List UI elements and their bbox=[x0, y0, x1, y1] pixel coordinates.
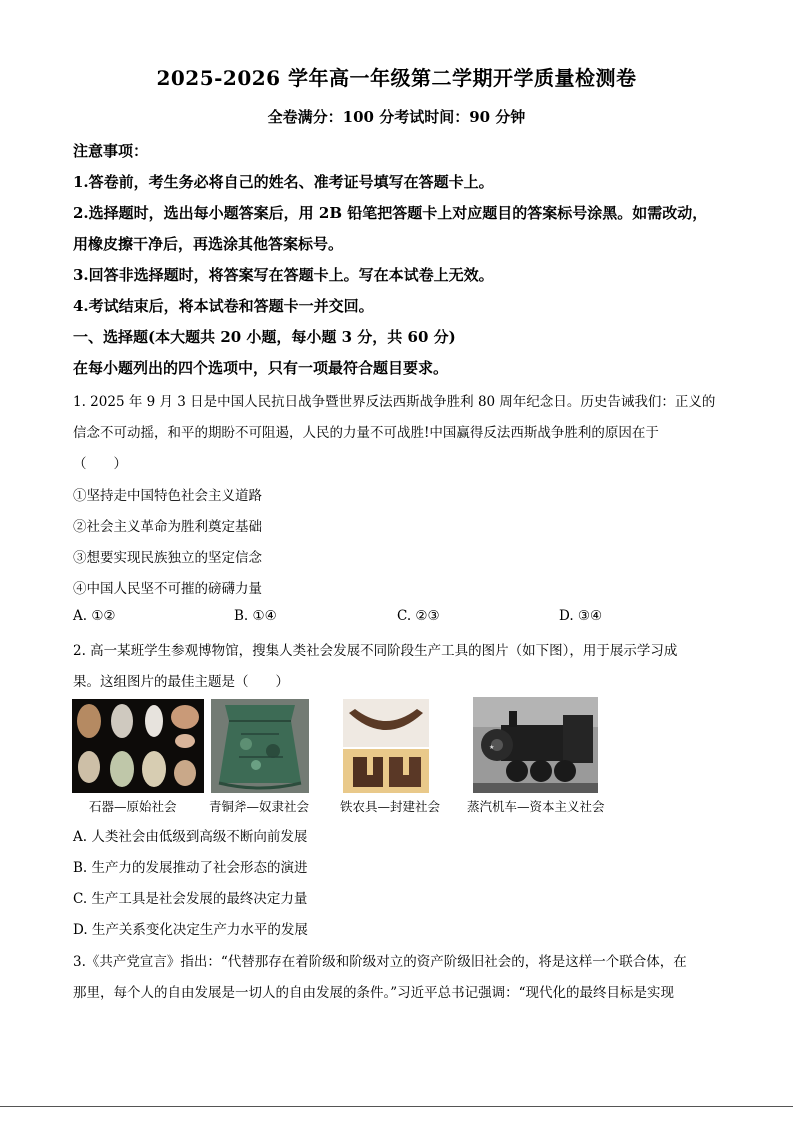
q1-statement: ④中国人民坚不可摧的磅礴力量 bbox=[73, 581, 262, 597]
caption-stone: 石器—原始社会 bbox=[89, 799, 177, 814]
caption-iron: 铁农具—封建社会 bbox=[340, 799, 441, 814]
q1-statement: ③想要实现民族独立的坚定信念 bbox=[73, 550, 262, 566]
q1-option-d: D. ③④ bbox=[559, 608, 603, 624]
section-instruction: 在每小题列出的四个选项中，只有一项最符合题目要求。 bbox=[73, 359, 449, 377]
note-item: 1.答卷前，考生务必将自己的姓名、准考证号填写在答题卡上。 bbox=[73, 173, 494, 191]
notes-heading: 注意事项： bbox=[73, 142, 149, 160]
stone-tools-image bbox=[72, 699, 204, 793]
q1-option-b: B. ①④ bbox=[234, 608, 277, 624]
q1-stem: （ ） bbox=[73, 456, 127, 472]
page-subtitle: 全卷满分：100 分考试时间：90 分钟 bbox=[267, 108, 526, 126]
steam-locomotive-image bbox=[473, 697, 598, 793]
q2-stem: 2. 高一某班学生参观博物馆，搜集人类社会发展不同阶段生产工具的图片（如下图），用于展示学习成 bbox=[73, 643, 678, 659]
caption-bronze: 青铜斧—奴隶社会 bbox=[209, 799, 310, 814]
note-item: 用橡皮擦干净后，再选涂其他答案标号。 bbox=[73, 235, 344, 253]
q1-stem: 1. 2025 年 9 月 3 日是中国人民抗日战争暨世界反法西斯战争胜利 80 周年纪念日。历史告诫我们：正义的 bbox=[73, 394, 716, 410]
footer-divider bbox=[0, 1106, 793, 1107]
q1-statement: ①坚持走中国特色社会主义道路 bbox=[73, 488, 262, 504]
caption-steam: 蒸汽机车—资本主义社会 bbox=[467, 799, 605, 814]
q2-option-c: C. 生产工具是社会发展的最终决定力量 bbox=[73, 891, 308, 907]
q1-option-c: C. ②③ bbox=[397, 608, 440, 624]
q3-stem: 那里，每个人的自由发展是一切人的自由发展的条件。”习近平总书记强调：“现代化的最终目标是实现 bbox=[73, 985, 675, 1001]
q2-option-b: B. 生产力的发展推动了社会形态的演进 bbox=[73, 860, 308, 876]
svg-text:★: ★ bbox=[489, 744, 495, 751]
note-item: 2.选择题时，选出每小题答案后，用 2B 铅笔把答题卡上对应题目的答案标号涂黑。如需改动， bbox=[73, 204, 708, 222]
note-item: 4.考试结束后，将本试卷和答题卡一并交回。 bbox=[73, 297, 374, 315]
page-title: 2025-2026 学年高一年级第二学期开学质量检测卷 bbox=[156, 66, 637, 90]
q3-stem: 3.《共产党宣言》指出：“代替那存在着阶级和阶级对立的资产阶级旧社会的，将是这样一个联合体，在 bbox=[73, 954, 687, 970]
q2-stem: 果。这组图片的最佳主题是（ ） bbox=[73, 674, 289, 690]
iron-tools-image bbox=[343, 699, 429, 793]
q1-statement: ②社会主义革命为胜利奠定基础 bbox=[73, 519, 262, 535]
q2-option-a: A. 人类社会由低级到高级不断向前发展 bbox=[73, 829, 308, 845]
q1-stem: 信念不可动摇，和平的期盼不可阻遏，人民的力量不可战胜!中国赢得反法西斯战争胜利的原因在于 bbox=[73, 425, 659, 441]
bronze-axe-image bbox=[211, 699, 309, 793]
q2-option-d: D. 生产关系变化决定生产力水平的发展 bbox=[73, 922, 308, 938]
section-heading: 一、选择题(本大题共 20 小题，每小题 3 分，共 60 分) bbox=[73, 328, 456, 346]
note-item: 3.回答非选择题时，将答案写在答题卡上。写在本试卷上无效。 bbox=[73, 266, 494, 284]
q1-option-a: A. ①② bbox=[73, 608, 116, 624]
